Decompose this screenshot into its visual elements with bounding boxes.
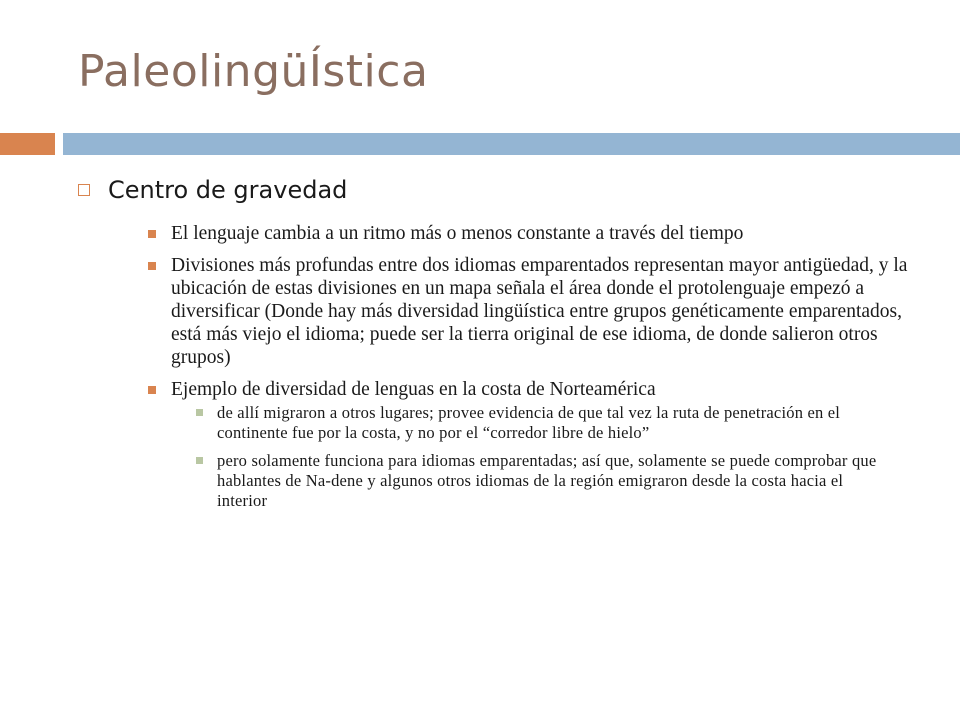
square-bullet-icon [148,230,156,238]
square-bullet-icon [196,457,203,464]
bullet-item [148,254,908,369]
section-heading-row [78,176,938,204]
sub-bullet-text: de allí migraron a otros lugares; provee evidencia de que tal vez la ruta de penetración en el continente fue por la costa, y no por el “corredor libre de hielo” [217,403,841,442]
hollow-square-bullet-icon [78,184,90,196]
square-bullet-icon [148,262,156,270]
bullet-text: Divisiones más profundas entre dos idiomas emparentados representan mayor antigüedad, y la ubicación de estas divisiones en un mapa señala el área donde el protolenguaje empezó a diversificar (Donde hay más diversidad lingüística entre grupos genéticamente emparentados, está más viejo el idioma; puede ser la tierra original de ese idioma, de donde salieron otros grupos) [171,255,908,368]
section-heading: Centro de gravedad [108,176,348,204]
bullet-item [148,378,908,401]
sub-bullet-list [196,403,896,511]
square-bullet-icon [148,386,156,394]
title-underline-accent-right [63,133,960,155]
square-bullet-icon [196,409,203,416]
sub-bullet-item [196,403,896,443]
sub-bullet-item [196,451,896,511]
title-underline-accent-left [0,133,55,155]
bullet-text: El lenguaje cambia a un ritmo más o menos constante a través del tiempo [171,223,744,244]
slide-title: PaleolingüÍstica [78,46,429,97]
bullet-list [148,222,908,519]
bullet-text: Ejemplo de diversidad de lenguas en la costa de Norteamérica [171,379,656,400]
sub-bullet-text: pero solamente funciona para idiomas emparentadas; así que, solamente se puede comprobar que hablantes de Na-dene y algunos otros idiomas de la región emigraron desde la costa hacia el interior [217,451,877,510]
bullet-item [148,222,908,245]
